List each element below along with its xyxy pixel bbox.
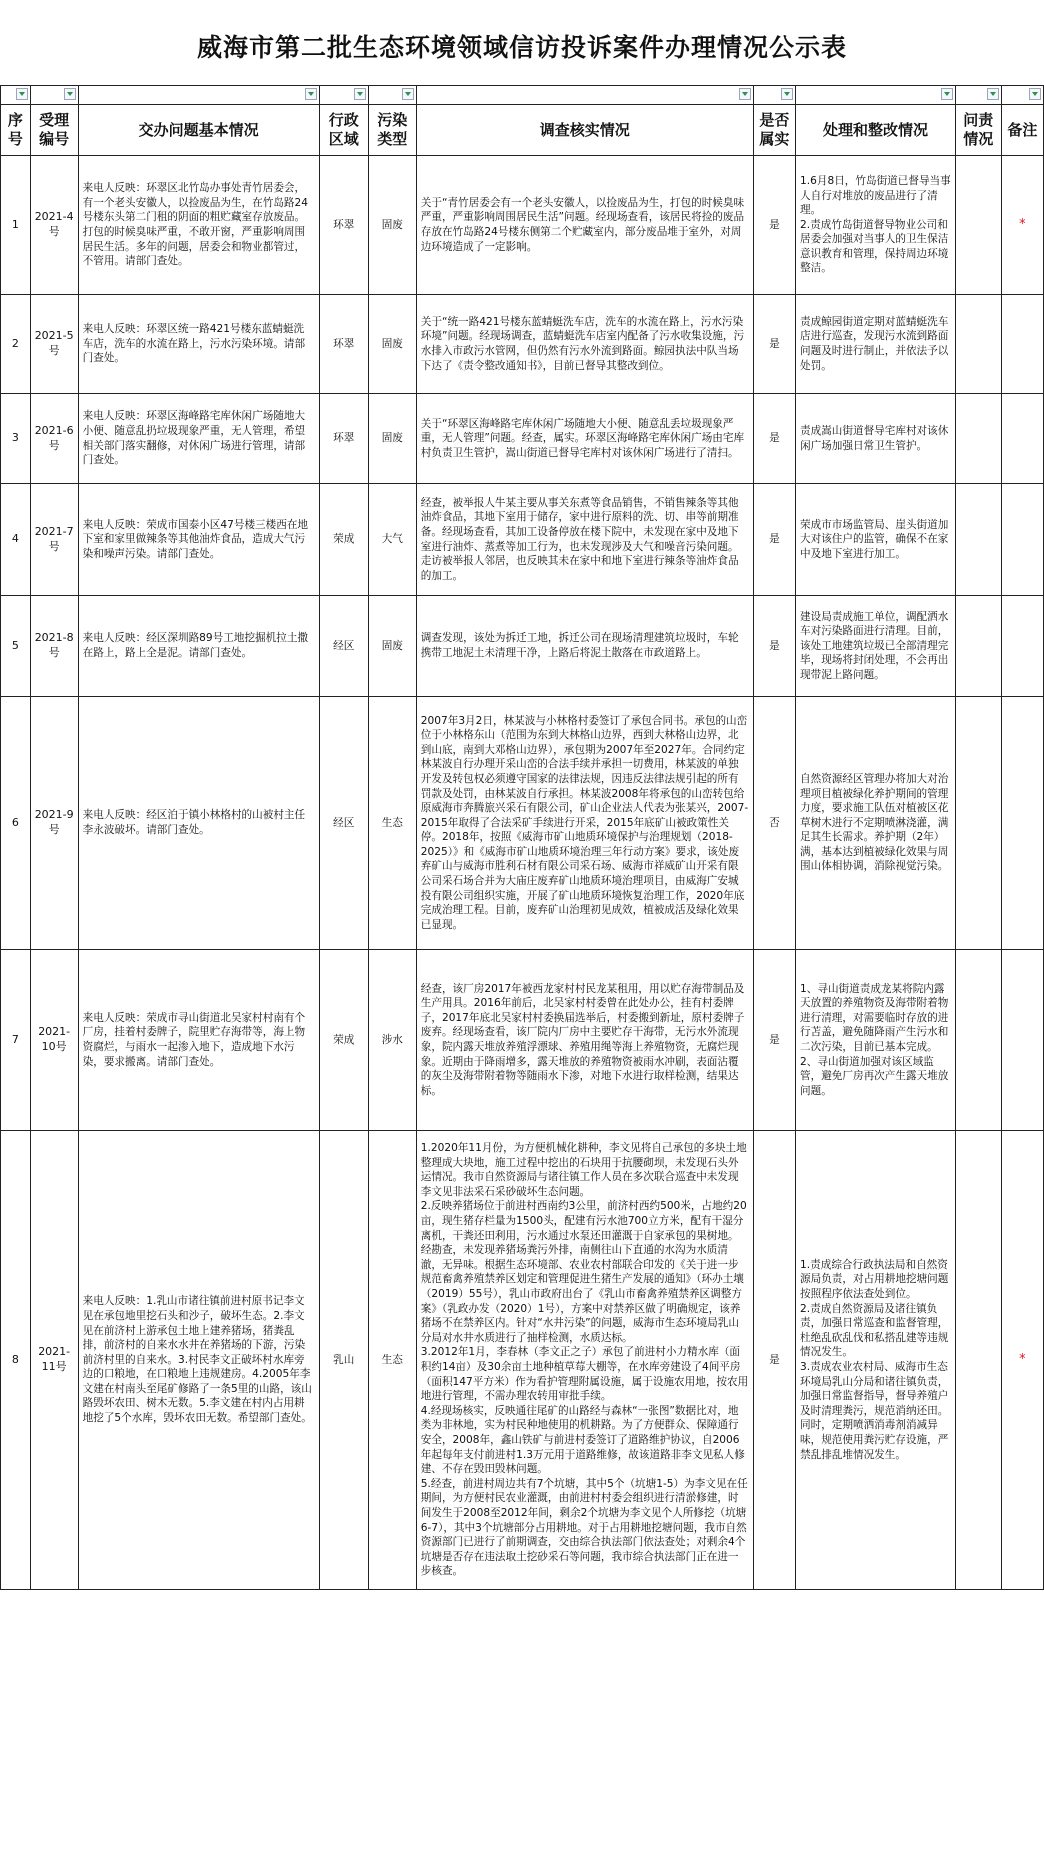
cell-seq: 3 (1, 394, 31, 484)
header-survey: 调查核实情况 (416, 105, 753, 156)
filter-cell (368, 86, 416, 105)
cell-handle: 荣成市市场监管局、崖头街道加大对该住户的监管，确保不在家中及地下室进行加工。 (796, 484, 956, 596)
cell-issue: 来电人反映：经区泊于镇小林格村的山被村主任李永波破坏。请部门查处。 (78, 697, 319, 950)
cell-account (955, 156, 1001, 295)
cell-account (955, 484, 1001, 596)
cell-survey: 调查发现，该处为拆迁工地，拆迁公司在现场清理建筑垃圾时，车轮携带工地泥土未清理干净，上路后将泥土散落在市政道路上。 (416, 596, 753, 697)
filter-dropdown-icon[interactable] (941, 88, 953, 100)
cell-verified: 是 (753, 1131, 795, 1590)
cell-seq: 7 (1, 950, 31, 1131)
cell-region: 乳山 (319, 1131, 368, 1590)
filter-row (1, 86, 1044, 105)
cell-note (1001, 596, 1043, 697)
cell-issue: 来电人反映：环翠区统一路421号楼东蓝蜻蜓洗车店，洗车的水流在路上，污水污染环境。请部门查处。 (78, 295, 319, 394)
cell-handle: 建设局责成施工单位，调配洒水车对污染路面进行清理。目前，该处工地建筑垃圾已全部清理完毕，现场将封闭处理，不会再出现带泥上路问题。 (796, 596, 956, 697)
cell-account (955, 394, 1001, 484)
cell-type: 生态 (368, 697, 416, 950)
filter-dropdown-icon[interactable] (305, 88, 317, 100)
cell-account (955, 950, 1001, 1131)
cell-type: 大气 (368, 484, 416, 596)
filter-cell (416, 86, 753, 105)
filter-dropdown-icon[interactable] (354, 88, 366, 100)
cell-handle: 1.6月8日，竹岛街道已督导当事人自行对堆放的废品进行了清理。 2.责成竹岛街道督导物业公司和居委会加强对当事人的卫生保洁意识教育和管理，保持周边环境整洁。 (796, 156, 956, 295)
cell-issue: 来电人反映：环翠区北竹岛办事处青竹居委会，有一个老头安徽人，以捡废品为生，在竹岛路24号楼东头第二门租的阴面的粗贮藏室存放废品。打包的时候臭味严重，不敢开窗，严重影响周围居民生活。多年的问题，居委会和物业都管过，不管用。请部门查处。 (78, 156, 319, 295)
cell-id: 2021-6号 (30, 394, 78, 484)
filter-dropdown-icon[interactable] (1029, 88, 1041, 100)
cell-note (1001, 394, 1043, 484)
filter-cell (1, 86, 31, 105)
table-row (1, 950, 1044, 1131)
cell-verified: 是 (753, 394, 795, 484)
header-handle: 处理和整改情况 (796, 105, 956, 156)
filter-cell (319, 86, 368, 105)
filter-dropdown-icon[interactable] (739, 88, 751, 100)
cell-id: 2021-11号 (30, 1131, 78, 1590)
cell-survey: 1.2020年11月份，为方便机械化耕种，李文见将自己承包的多块土地整理成大块地，施工过程中挖出的石块用于抗腰砌坝，未发现石头外运情况。我市自然资源局与诸往镇工作人员在多次联合巡查中未发现李文见非法采石采砂破坏生态问题。 2.反映养猪场位于前进村西南约3公里，前济村西约500米，占地约20亩，现生猪存栏量为1500头，配建有污水池700立方米，配有干湿分离机，干粪还田利用，污水通过水泵还田灌溉于自家承包的果树地。经勘查，未发现养猪场粪污外排，南侧往山下直通的水沟为水质清澈，无异味。根据生态环境部、农业农村部联合印发的《关于进一步规范畜禽养殖禁养区划定和管理促进生猪生产发展的通知》（环办土壤（2019）55号），乳山市政府出台了《乳山市畜禽养殖禁养区调整方案》（乳政办发（2020）1号），方案中对禁养区做了明确规定，该养猪场不在禁养区内。针对“水井污染”的问题，威海市生态环境局乳山分局对水井水质进行了抽样检测，水质达标。 3.2012年1月，李春林（李文正之子）承包了前进村小力精水库（面积约14亩）及30余亩土地种植草莓大棚等，在水库旁建设了4间平房（面积147平方米）作为看护管理附属设施，属于设施农用地，按农用地进行管理，不需办理农转用审批手续。 4.经现场核实，反映通往尾矿的山路经与森林“一张图”数据比对，地类为非林地，实为村民种地使用的机耕路。为了方便群众、保障通行安全，2008年，鑫山铁矿与前进村委签订了道路维护协议，自2006年起每年支付前进村1.3万元用于道路维修，故该道路非李文见私人修建、不存在毁田毁林问题。 5.经查，前进村周边共有7个坑塘，其中5个（坑塘1-5）为李文见在任期间，为方便村民农业灌溉，由前进村村委会组织进行清淤修建，时间发生于2008至2012年间，剩余2个坑塘为李文见个人所修挖（坑塘6-7），其中3个坑塘部分占用耕地。对于占用耕地挖塘问题，我市自然资源部门已进行了前期调查，交由综合执法部门依法查处；对剩余4个坑塘是否存在违法取土挖砂采石等问题，我市综合执法部门正在进一步核查。 (416, 1131, 753, 1590)
cell-id: 2021-7号 (30, 484, 78, 596)
cell-region: 经区 (319, 596, 368, 697)
cell-seq: 5 (1, 596, 31, 697)
cell-account (955, 295, 1001, 394)
cell-note: * (1001, 156, 1043, 295)
cell-id: 2021-4号 (30, 156, 78, 295)
cell-issue: 来电人反映：1.乳山市诸往镇前进村原书记李文见在承包地里挖石头和沙子，破坏生态。2.李文见在前济村上游承包土地上建养猪场，猪粪乱排，前济村的自来水水井在养猪场的下游，污染前济村里的自来水。3.村民李文正破坏村水库旁边的口粮地，在口粮地上违规建房。4.2005年李文建在村南头至尾矿修路了一条5里的山路，该山路毁坏农田、树木无数。5.李文建在村内占用耕地挖了5个水库，毁坏农田无数。希望部门查处。 (78, 1131, 319, 1590)
cell-id: 2021-10号 (30, 950, 78, 1131)
table-row (1, 484, 1044, 596)
cell-verified: 是 (753, 484, 795, 596)
cell-survey: 经查，被举报人牛某主要从事关东煮等食品销售，不销售辣条等其他油炸食品，其地下室用于储存，家中进行原料的洗、切、串等前期准备。经现场查看，其加工设备停放在楼下院中，未发现在家中及地下室进行油炸、蒸煮等加工行为，也未发现涉及大气和噪音污染问题。走访被举报人邻居，也反映其未在家中和地下室进行辣条等油炸食品的加工。 (416, 484, 753, 596)
table-row (1, 394, 1044, 484)
cell-issue: 来电人反映：荣成市国泰小区47号楼三楼西在地下室和家里做辣条等其他油炸食品，造成大气污染和噪声污染。请部门查处。 (78, 484, 319, 596)
cell-verified: 否 (753, 697, 795, 950)
header-id: 受理编号 (30, 105, 78, 156)
header-row (1, 105, 1044, 156)
table-row (1, 1131, 1044, 1590)
cell-handle: 责成嵩山街道督导宅库村对该休闲广场加强日常卫生管护。 (796, 394, 956, 484)
cell-handle: 自然资源经区管理办将加大对治理项目植被绿化养护期间的管理力度，要求施工队伍对植被区花草树木进行不定期喷淋浇灌，满足其生长需求。养护期（2年）满，基本达到植被绿化效果与周围山体相协调，消除视觉污染。 (796, 697, 956, 950)
cell-note (1001, 950, 1043, 1131)
cell-seq: 2 (1, 295, 31, 394)
cell-region: 环翠 (319, 394, 368, 484)
filter-cell (1001, 86, 1043, 105)
cell-type: 固废 (368, 295, 416, 394)
cell-handle: 1.责成综合行政执法局和自然资源局负责，对占用耕地挖塘问题按照程序依法查处到位。 2.责成自然资源局及诸往镇负责，加强日常巡查和监督管理，杜绝乱砍乱伐和私搭乱建等违规情况发生。 3.责成农业农村局、威海市生态环境局乳山分局和诸往镇负责，加强日常监督指导，督导养殖户及时清理粪污，规范消纳还田。同时，定期喷洒消毒剂消减异味，规范使用粪污贮存设施，严禁乱排乱堆情况发生。 (796, 1131, 956, 1590)
cell-survey: 关于“统一路421号楼东蓝蜻蜓洗车店，洗车的水流在路上，污水污染环境”问题。经现场调查，蓝蜻蜓洗车店室内配备了污水收集设施，污水排入市政污水管网，但仍然有污水外流到路面。鲸园执法中队当场下达了《责令整改通知书》，目前已督导其整改到位。 (416, 295, 753, 394)
filter-cell (78, 86, 319, 105)
header-region: 行政区域 (319, 105, 368, 156)
cell-seq: 8 (1, 1131, 31, 1590)
cell-id: 2021-9号 (30, 697, 78, 950)
header-type: 污染类型 (368, 105, 416, 156)
header-verified: 是否属实 (753, 105, 795, 156)
header-issue: 交办问题基本情况 (78, 105, 319, 156)
filter-cell (796, 86, 956, 105)
cell-note (1001, 484, 1043, 596)
filter-dropdown-icon[interactable] (16, 88, 28, 100)
table-row (1, 596, 1044, 697)
cell-survey: 关于“环翠区海峰路宅库休闲广场随地大小便、随意乱丢垃圾现象严重，无人管理”问题。经查，属实。环翠区海峰路宅库休闲广场由宅库村负责卫生管护，嵩山街道已督导宅库村对该休闲广场进行了清扫。 (416, 394, 753, 484)
filter-cell (753, 86, 795, 105)
header-note: 备注 (1001, 105, 1043, 156)
cell-region: 环翠 (319, 156, 368, 295)
cell-handle: 1、寻山街道责成龙某将院内露天放置的养殖物资及海带附着物进行清理，对需要临时存放的进行苫盖，避免随降雨产生污水和二次污染，目前已基本完成。 2、寻山街道加强对该区域监管，避免厂房再次产生露天堆放问题。 (796, 950, 956, 1131)
table-row (1, 697, 1044, 950)
cell-handle: 责成鲸园街道定期对蓝蜻蜓洗车店进行巡查，发现污水流到路面问题及时进行制止，并依法予以处罚。 (796, 295, 956, 394)
cell-verified: 是 (753, 156, 795, 295)
case-table (0, 85, 1044, 1590)
cell-seq: 6 (1, 697, 31, 950)
header-account: 问责情况 (955, 105, 1001, 156)
filter-dropdown-icon[interactable] (64, 88, 76, 100)
cell-survey: 2007年3月2日，林某波与小林格村委签订了承包合同书。承包的山峦位于小林格东山（范围为东到大林格山边界，西到大林格山边界，北到山底，南到大邓格山边界），承包期为2007年至2027年。合同约定林某波自行办理开采山峦的合法手续并承担一切费用，林某波的单独开发及转包权必须遵守国家的法律法规，因违反法律法规引起的所有罚款及处罚，由林某波自行承担。林某波2008年将承包的山峦转包给原威海市奔腾旅兴采石有限公司，矿山企业法人代表为张某兴，2007-2015年取得了合法采矿手续进行开采，2015年底矿山被政策性关停。2018年，按照《威海市矿山地质环境保护与治理规划（2018-2025）》和《威海市矿山地质环境治理三年行动方案》要求，该处废弃矿山与威海市胜利石材有限公司采石场、威海市祥威矿山开采有限公司采石场合并为大庙庄废弃矿山地质环境治理项目，由威海广安城投有限公司组织实施，开展了矿山地质环境恢复治理工作，2020年底完成治理工程。目前，废弃矿山治理初见成效，植被成活及绿化效果已显现。 (416, 697, 753, 950)
table-row (1, 295, 1044, 394)
cell-survey: 经查，该厂房2017年被西龙家村村民龙某租用，用以贮存海带制品及生产用具。2016年前后，北吴家村村委曾在此处办公，挂有村委牌子，2017年底北吴家村村委换届选举后，村委搬到新址，原村委牌子废弃。经现场查看，该厂院内厂房中主要贮存干海带，无污水外流现象，院内露天堆放养殖浮漂球、养殖用绳等海上养殖物资，无腐烂现象。近期由于降雨增多，露天堆放的养殖物资被雨水冲刷，表面沾覆的灰尘及海带附着物等随雨水下渗，对地下水进行取样检测，结果达标。 (416, 950, 753, 1131)
cell-type: 固废 (368, 394, 416, 484)
cell-id: 2021-5号 (30, 295, 78, 394)
cell-account (955, 1131, 1001, 1590)
cell-region: 荣成 (319, 950, 368, 1131)
page-title: 威海市第二批生态环境领域信访投诉案件办理情况公示表 (196, 33, 847, 62)
cell-verified: 是 (753, 950, 795, 1131)
cell-region: 环翠 (319, 295, 368, 394)
cell-issue: 来电人反映：环翠区海峰路宅库休闲广场随地大小便、随意乱扔垃圾现象严重，无人管理，希望相关部门落实翻修，对休闲广场进行管理，请部门查处。 (78, 394, 319, 484)
filter-dropdown-icon[interactable] (402, 88, 414, 100)
header-seq: 序号 (1, 105, 31, 156)
cell-survey: 关于“青竹居委会有一个老头安徽人，以捡废品为生，打包的时候臭味严重，严重影响周围居民生活”问题。经现场查看，该居民将捡的废品存放在竹岛路24号楼东侧第二个贮藏室内，部分废品堆于室外，对周边环境造成了一定影响。 (416, 156, 753, 295)
cell-seq: 4 (1, 484, 31, 596)
filter-cell (955, 86, 1001, 105)
cell-region: 荣成 (319, 484, 368, 596)
filter-dropdown-icon[interactable] (781, 88, 793, 100)
filter-cell (30, 86, 78, 105)
table-row (1, 156, 1044, 295)
cell-issue: 来电人反映：经区深圳路89号工地挖掘机拉土撒在路上，路上全是泥。请部门查处。 (78, 596, 319, 697)
cell-issue: 来电人反映：荣成市寻山街道北吴家村村南有个厂房，挂着村委牌子，院里贮存海带等，海上物资腐烂，与雨水一起渗入地下，造成地下水污染，要求搬离。请部门查处。 (78, 950, 319, 1131)
cell-account (955, 596, 1001, 697)
cell-note (1001, 697, 1043, 950)
cell-note: * (1001, 1131, 1043, 1590)
cell-account (955, 697, 1001, 950)
cell-type: 涉水 (368, 950, 416, 1131)
cell-verified: 是 (753, 295, 795, 394)
cell-id: 2021-8号 (30, 596, 78, 697)
cell-seq: 1 (1, 156, 31, 295)
cell-type: 固废 (368, 156, 416, 295)
cell-note (1001, 295, 1043, 394)
cell-region: 经区 (319, 697, 368, 950)
cell-type: 生态 (368, 1131, 416, 1590)
filter-dropdown-icon[interactable] (987, 88, 999, 100)
cell-type: 固废 (368, 596, 416, 697)
cell-verified: 是 (753, 596, 795, 697)
